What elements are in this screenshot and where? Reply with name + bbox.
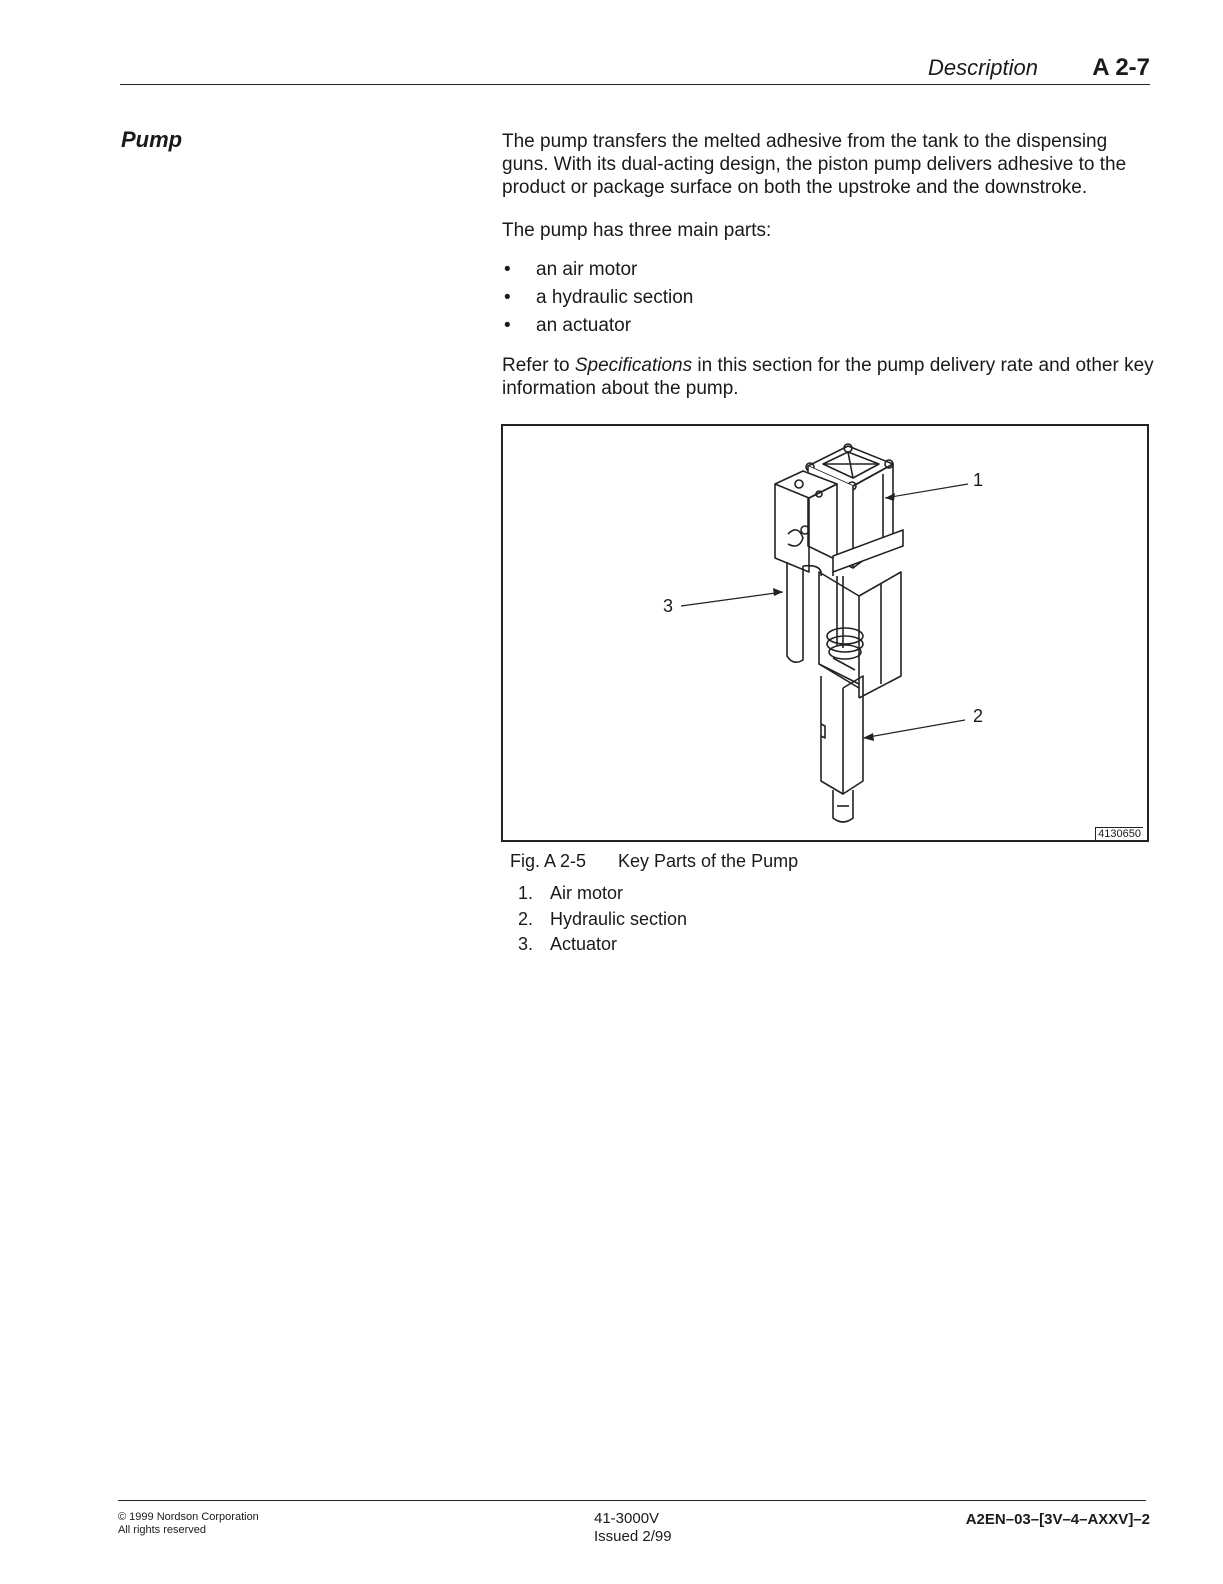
callout-2: 2	[973, 706, 984, 726]
header-section-title: Description	[927, 55, 1038, 80]
footer-rule	[118, 1500, 1146, 1501]
bullet-item: • an air motor	[502, 256, 1157, 284]
figure-caption-title: Key Parts of the Pump	[618, 851, 799, 871]
footer-doc-number: 41-3000V	[594, 1510, 660, 1527]
header-page-number: A 2-7	[1092, 54, 1150, 81]
footer-copyright: © 1999 Nordson Corporation All rights reserved	[118, 1511, 259, 1536]
bullet-icon: •	[504, 315, 511, 336]
bullet-icon: •	[504, 259, 511, 280]
pump-illustration	[503, 426, 1147, 840]
body-paragraph-1: The pump transfers the melted adhesive from the tank to the dispensing guns. With its dual-acting design, the piston pump delivers adhesive to the product or package surface on both the upstroke and the downstroke.	[502, 131, 1127, 198]
callout-1: 1	[973, 470, 984, 490]
bullet-item: • an actuator	[502, 312, 1157, 340]
parts-bullet-list	[502, 256, 1157, 340]
figure-legend	[518, 881, 687, 958]
footer-code: A2EN–03–[3V–4–AXXV]–2	[965, 1511, 1150, 1528]
figure-caption-label: Fig. A 2-5	[510, 851, 587, 871]
figure-id: 4130650	[1095, 827, 1143, 840]
callout-3: 3	[663, 596, 674, 616]
pump-figure	[501, 424, 1149, 842]
legend-item: 3. Actuator	[518, 934, 618, 954]
bullet-item: • a hydraulic section	[502, 284, 1157, 312]
footer-doc-info	[594, 1510, 672, 1546]
body-paragraph-2: The pump has three main parts:	[502, 220, 772, 241]
specifications-reference: Specifications	[574, 355, 693, 376]
body-column	[502, 130, 1157, 420]
legend-item: 1. Air motor	[518, 883, 624, 903]
header-rule	[120, 84, 1150, 85]
bullet-icon: •	[504, 287, 511, 308]
body-paragraph-3: Refer to Specifications in this section for the pump delivery rate and other key information about the pump.	[502, 355, 1154, 399]
footer-issued: Issued 2/99	[594, 1528, 672, 1545]
figure-caption	[510, 851, 798, 872]
side-heading: Pump	[121, 127, 183, 152]
legend-item: 2. Hydraulic section	[518, 908, 688, 929]
